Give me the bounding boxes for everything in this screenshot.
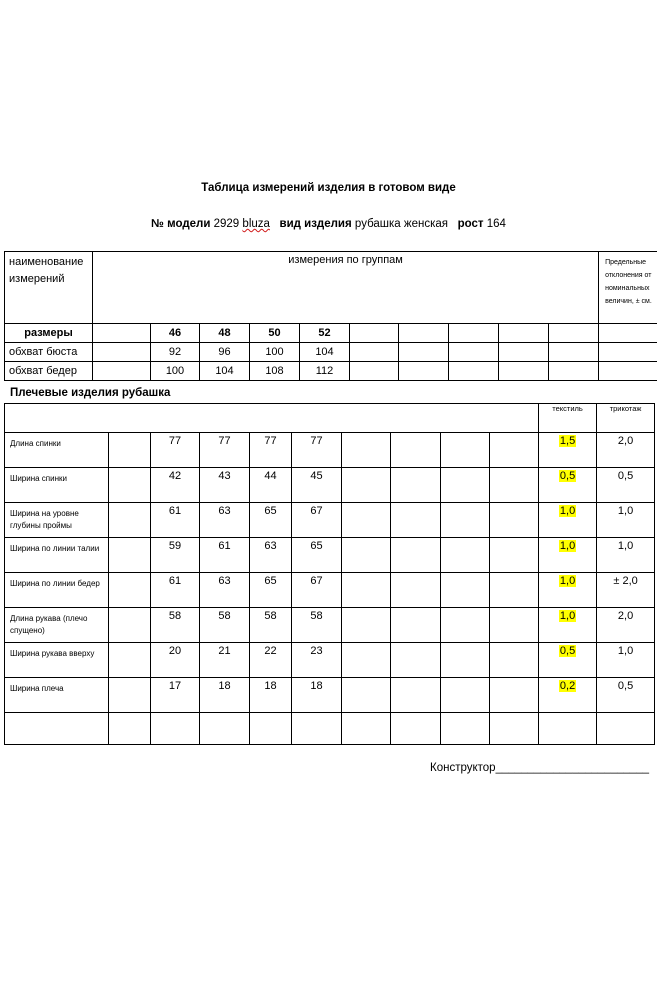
knit-tolerance-cell: 0,5 <box>597 678 655 713</box>
row-label: Ширина на уровне глубины проймы <box>5 503 109 538</box>
textile-tolerance-cell <box>539 538 597 573</box>
table-row-empty <box>5 713 655 745</box>
value-cell: 22 <box>250 643 292 678</box>
table-row <box>5 538 655 573</box>
empty-cell <box>391 573 441 608</box>
value-cell: 45 <box>292 468 342 503</box>
empty-cell <box>441 643 490 678</box>
value-cell: 59 <box>151 538 200 573</box>
value-cell: 63 <box>250 538 292 573</box>
empty-cell <box>499 324 549 343</box>
empty-cell <box>490 643 539 678</box>
textile-tolerance-cell <box>539 608 597 643</box>
empty-cell <box>549 324 599 343</box>
highlighted-value: 1,0 <box>559 610 576 622</box>
value-cell: 65 <box>250 573 292 608</box>
model-value: 2929 <box>213 218 240 230</box>
value-cell: 18 <box>200 678 250 713</box>
value-cell: 58 <box>292 608 342 643</box>
sizes-label: размеры <box>5 324 93 343</box>
textile-tolerance-cell <box>539 503 597 538</box>
empty-cell <box>350 324 399 343</box>
empty-cell <box>342 538 391 573</box>
empty-cell <box>391 713 441 745</box>
value-cell: 42 <box>151 468 200 503</box>
empty-cell <box>490 468 539 503</box>
empty-cell <box>399 324 449 343</box>
empty-cell <box>490 538 539 573</box>
empty-cell <box>93 343 151 362</box>
table-row <box>5 503 655 538</box>
empty-cell <box>597 713 655 745</box>
highlighted-value: 0,5 <box>559 645 576 657</box>
highlighted-value: 0,2 <box>559 680 576 692</box>
empty-cell <box>549 362 599 381</box>
empty-cell <box>499 343 549 362</box>
empty-cell <box>441 713 490 745</box>
empty-cell <box>109 538 151 573</box>
value-cell: 108 <box>250 362 300 381</box>
garment-measurements-table <box>4 403 655 745</box>
highlighted-value: 1,0 <box>559 540 576 552</box>
table-row <box>5 643 655 678</box>
textile-tolerance-cell <box>539 573 597 608</box>
tolerance-header: Предельные отклонения от номинальных величин, ± см. <box>599 252 657 324</box>
empty-cell <box>441 573 490 608</box>
empty-cell <box>342 503 391 538</box>
empty-cell <box>490 433 539 468</box>
value-cell: 43 <box>200 468 250 503</box>
empty-cell <box>5 713 109 745</box>
empty-cell <box>109 713 151 745</box>
empty-cell <box>109 573 151 608</box>
empty-cell <box>109 468 151 503</box>
empty-header <box>5 404 539 433</box>
value-cell: 58 <box>200 608 250 643</box>
highlighted-value: 1,5 <box>559 435 576 447</box>
groups-header: измерения по группам <box>93 252 599 324</box>
value-cell: 65 <box>250 503 292 538</box>
empty-cell <box>109 678 151 713</box>
empty-cell <box>93 324 151 343</box>
empty-cell <box>441 678 490 713</box>
textile-tolerance-cell <box>539 468 597 503</box>
size-50: 50 <box>250 324 300 343</box>
empty-cell <box>350 343 399 362</box>
value-cell: 61 <box>151 573 200 608</box>
height-value: 164 <box>486 218 506 230</box>
value-cell: 61 <box>151 503 200 538</box>
empty-cell <box>399 343 449 362</box>
textile-tolerance-cell <box>539 678 597 713</box>
value-cell: 112 <box>300 362 350 381</box>
value-cell: 77 <box>250 433 292 468</box>
model-info-line <box>0 218 657 230</box>
value-cell: 17 <box>151 678 200 713</box>
empty-cell <box>549 343 599 362</box>
value-cell: 92 <box>151 343 200 362</box>
empty-cell <box>200 713 250 745</box>
value-cell: 77 <box>200 433 250 468</box>
empty-cell <box>449 362 499 381</box>
row-label: Ширина по линии бедер <box>5 573 109 608</box>
row-label: Ширина по линии талии <box>5 538 109 573</box>
value-cell: 63 <box>200 573 250 608</box>
value-cell: 77 <box>292 433 342 468</box>
value-cell: 20 <box>151 643 200 678</box>
row-label: Ширина рукава вверху <box>5 643 109 678</box>
value-cell: 100 <box>151 362 200 381</box>
value-cell: 44 <box>250 468 292 503</box>
empty-cell <box>490 713 539 745</box>
empty-cell <box>391 468 441 503</box>
empty-cell <box>449 343 499 362</box>
section-title: Плечевые изделия рубашка <box>10 387 171 399</box>
empty-cell <box>391 608 441 643</box>
empty-cell <box>109 643 151 678</box>
value-cell: 58 <box>250 608 292 643</box>
table-row <box>5 573 655 608</box>
empty-cell <box>499 362 549 381</box>
empty-cell <box>342 643 391 678</box>
empty-cell <box>109 433 151 468</box>
type-value: рубашка женская <box>354 218 448 230</box>
empty-cell <box>292 713 342 745</box>
row-label: Длина рукава (плечо спущено) <box>5 608 109 643</box>
empty-cell <box>441 538 490 573</box>
type-label: вид изделия <box>279 218 352 230</box>
empty-cell <box>391 678 441 713</box>
size-52: 52 <box>300 324 350 343</box>
empty-cell <box>93 362 151 381</box>
highlighted-value: 1,0 <box>559 505 576 517</box>
empty-cell <box>109 503 151 538</box>
value-cell: 67 <box>292 573 342 608</box>
empty-cell <box>441 433 490 468</box>
row-label: Ширина спинки <box>5 468 109 503</box>
empty-cell <box>151 713 200 745</box>
empty-cell <box>342 713 391 745</box>
value-cell: 67 <box>292 503 342 538</box>
empty-cell <box>490 678 539 713</box>
highlighted-value: 1,0 <box>559 575 576 587</box>
empty-cell <box>490 503 539 538</box>
value-cell: 104 <box>300 343 350 362</box>
value-cell: 104 <box>200 362 250 381</box>
model-suffix: bluza <box>242 218 270 230</box>
empty-cell <box>599 324 657 343</box>
value-cell: 65 <box>292 538 342 573</box>
empty-cell <box>539 713 597 745</box>
empty-cell <box>342 433 391 468</box>
empty-cell <box>391 433 441 468</box>
value-cell: 18 <box>250 678 292 713</box>
value-cell: 61 <box>200 538 250 573</box>
knit-tolerance-cell: 2,0 <box>597 608 655 643</box>
textile-tolerance-cell <box>539 433 597 468</box>
empty-cell <box>490 573 539 608</box>
col-knit: трикотаж <box>597 404 655 433</box>
empty-cell <box>342 608 391 643</box>
empty-cell <box>350 362 399 381</box>
empty-cell <box>391 538 441 573</box>
table-row <box>5 343 657 362</box>
empty-cell <box>342 573 391 608</box>
empty-cell <box>342 468 391 503</box>
model-label: № модели <box>151 218 211 230</box>
value-cell: 63 <box>200 503 250 538</box>
empty-cell <box>599 362 657 381</box>
row-label: Ширина плеча <box>5 678 109 713</box>
knit-tolerance-cell: 2,0 <box>597 433 655 468</box>
name-header: наименование измерений <box>5 252 93 324</box>
empty-cell <box>250 713 292 745</box>
empty-cell <box>342 678 391 713</box>
empty-cell <box>399 362 449 381</box>
knit-tolerance-cell: 1,0 <box>597 643 655 678</box>
size-46: 46 <box>151 324 200 343</box>
value-cell: 58 <box>151 608 200 643</box>
height-label: рост <box>457 218 484 230</box>
document-title: Таблица измерений изделия в готовом виде <box>201 182 456 194</box>
table-row <box>5 608 655 643</box>
table-row <box>5 678 655 713</box>
textile-tolerance-cell <box>539 643 597 678</box>
empty-cell <box>391 503 441 538</box>
empty-cell <box>109 608 151 643</box>
empty-cell <box>599 343 657 362</box>
row-label: обхват бедер <box>5 362 93 381</box>
knit-tolerance-cell: 0,5 <box>597 468 655 503</box>
empty-cell <box>391 643 441 678</box>
empty-cell <box>441 468 490 503</box>
knit-tolerance-cell: 1,0 <box>597 503 655 538</box>
value-cell: 96 <box>200 343 250 362</box>
value-cell: 23 <box>292 643 342 678</box>
highlighted-value: 0,5 <box>559 470 576 482</box>
table-row <box>5 433 655 468</box>
value-cell: 18 <box>292 678 342 713</box>
value-cell: 100 <box>250 343 300 362</box>
empty-cell <box>490 608 539 643</box>
row-label: обхват бюста <box>5 343 93 362</box>
row-label: Длина спинки <box>5 433 109 468</box>
col-textile: текстиль <box>539 404 597 433</box>
constructor-signature: Конструктор________________________ <box>430 762 650 774</box>
size-48: 48 <box>200 324 250 343</box>
table-row <box>5 362 657 381</box>
empty-cell <box>441 608 490 643</box>
empty-cell <box>449 324 499 343</box>
knit-tolerance-cell: 1,0 <box>597 538 655 573</box>
table-row <box>5 468 655 503</box>
knit-tolerance-cell: ± 2,0 <box>597 573 655 608</box>
value-cell: 77 <box>151 433 200 468</box>
value-cell: 21 <box>200 643 250 678</box>
body-measurements-table <box>4 251 657 381</box>
empty-cell <box>441 503 490 538</box>
